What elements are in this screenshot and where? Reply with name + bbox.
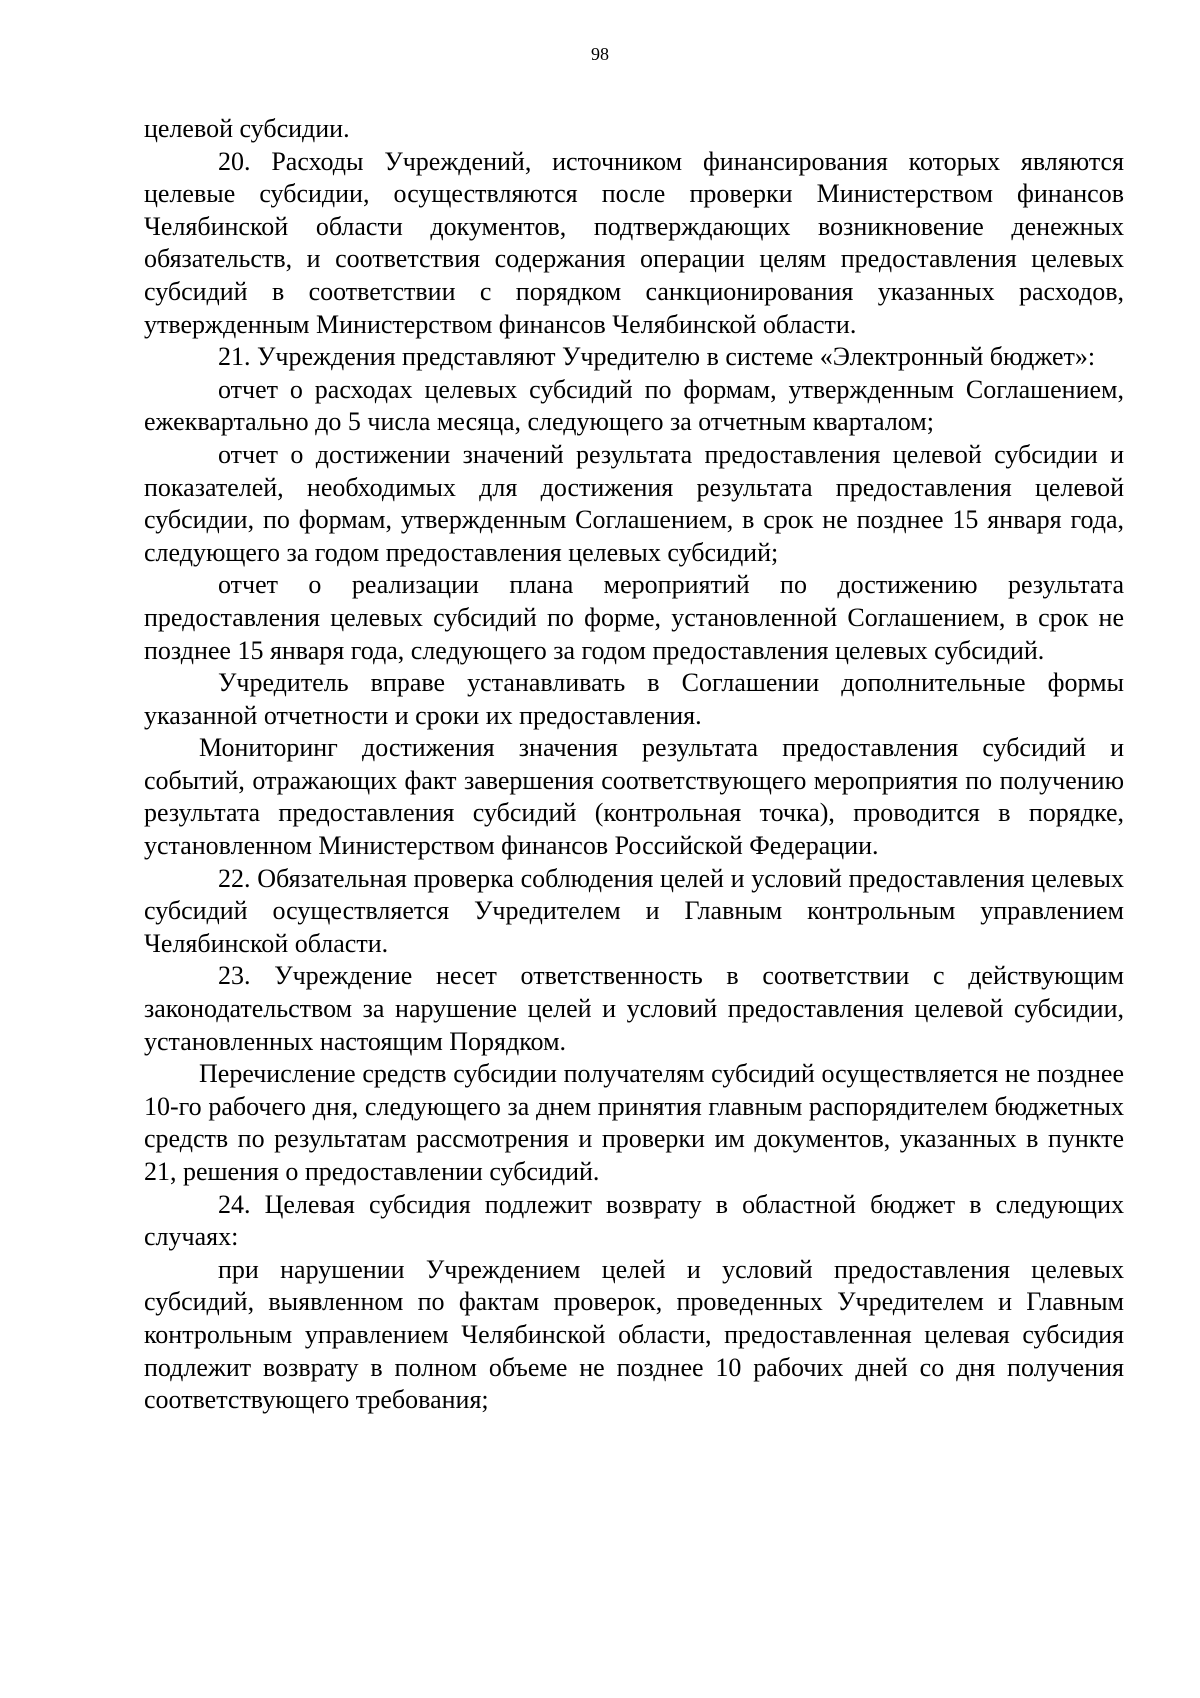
paragraph-item-22: 22. Обязательная проверка соблюдения целей и условий предоставления целевых субсидий осуществляется Учредителем и Главным контрольным управлением Челябинской области. bbox=[144, 863, 1124, 958]
paragraph-report-expenses: отчет о расходах целевых субсидий по формам, утвержденным Соглашением, ежеквартально до 5 числа месяца, следующего за отчетным кварталом; bbox=[144, 374, 1124, 437]
paragraph-item-21: 21. Учреждения представляют Учредителю в системе «Электронный бюджет»: bbox=[218, 342, 1096, 372]
paragraph-monitoring: Мониторинг достижения значения результата предоставления субсидий и событий, отражающих факт завершения соответствующего мероприятия по получению результата предоставления субсидий (контрольная точка), проводится в порядке, установленном Министерством финансов Российской Федерации. bbox=[144, 733, 1124, 861]
paragraph-founder-rights: Учредитель вправе устанавливать в Соглашении дополнительные формы указанной отчетности и сроки их предоставления. bbox=[144, 668, 1124, 730]
paragraph-transfer: Перечисление средств субсидии получателям субсидий осуществляется не позднее 10-го рабочего дня, следующего за днем принятия главным распорядителем бюджетных средств по результатам рассмотрения и проверки им документов, указанных в пункте 21, решения о предоставлении субсидий. bbox=[144, 1059, 1124, 1186]
paragraph-report-results: отчет о достижении значений результата предоставления целевой субсидии и показателей, необходимых для достижения результата предоставления целевой субсидии, по формам, утвержденным Соглашением, в срок не позднее 15 января года, следующего за годом предоставления целевых субсидий; bbox=[144, 439, 1124, 567]
paragraph-violation-return: при нарушении Учреждением целей и условий предоставления целевых субсидий, выявленном по фактам проверок, проведенных Учредителем и Главным контрольным управлением Челябинской области, предоставленная целевая субсидия подлежит возврату в полном объеме не позднее 10 рабочих дней со дня получения соответствующего требования; bbox=[144, 1254, 1124, 1415]
paragraph-continuation: целевой субсидии. bbox=[144, 114, 350, 143]
paragraph-report-plan: отчет о реализации плана мероприятий по достижению результата предоставления целевых субсидий по форме, установленной Соглашением, в срок не позднее 15 января года, следующего за годом предоставления целевых субсидий. bbox=[144, 570, 1124, 665]
document-body bbox=[144, 113, 1124, 1417]
paragraph-item-23: 23. Учреждение несет ответственность в соответствии с действующим законодательством за нарушение целей и условий предоставления целевой субсидии, установленных настоящим Порядком. bbox=[144, 961, 1124, 1056]
paragraph-item-24: 24. Целевая субсидия подлежит возврату в областной бюджет в следующих случаях: bbox=[144, 1189, 1124, 1252]
page-number: 98 bbox=[591, 44, 609, 64]
paragraph-item-20: 20. Расходы Учреждений, источником финансирования которых являются целевые субсидии, осуществляются после проверки Министерством финансов Челябинской области документов, подтверждающих возникновение денежных обязательств, и соответствия содержания операции целям предоставления целевых субсидий в соответствии с порядком санкционирования указанных расходов, утвержденным Министерством финансов Челябинской области. bbox=[144, 146, 1124, 339]
